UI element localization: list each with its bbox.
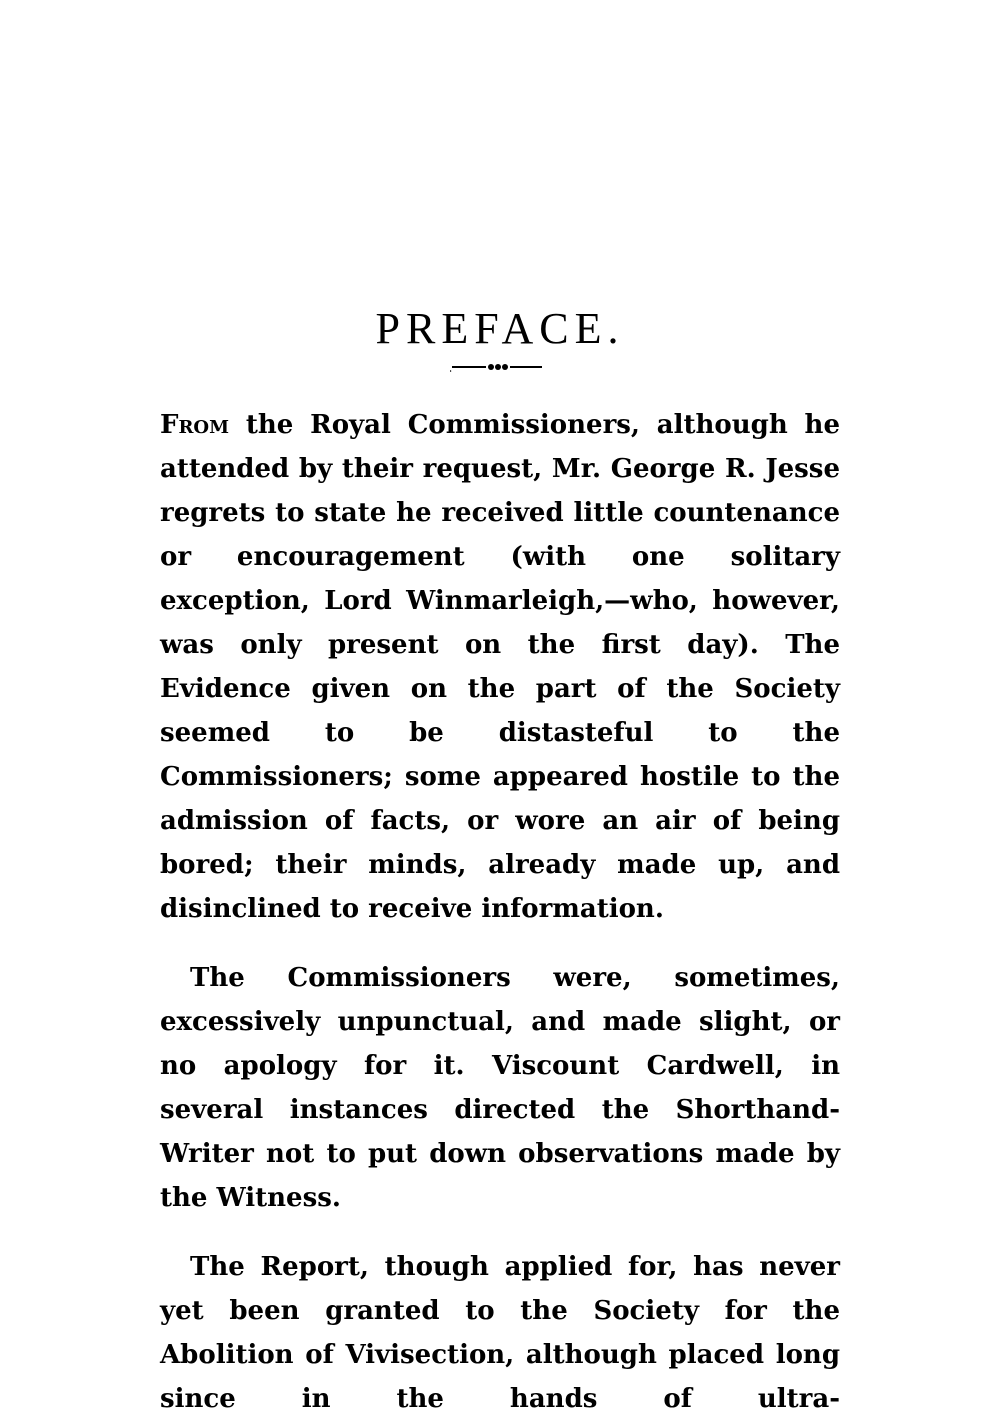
dash-dot-ornament-icon — [450, 358, 544, 374]
paragraph-1 — [160, 403, 840, 931]
paragraph-lead-word: From — [160, 410, 230, 440]
paragraph-2: The Commissioners were, sometimes, excessively unpunctual, and made slight, or no apology for it. Viscount Cardwell, in several instances directed the Shorthand-Writer not to put down observations made by the Witness. — [160, 963, 840, 1213]
preface-body — [160, 403, 840, 1421]
paragraph-3: The Report, though applied for, has never yet been granted to the Society for the Abolition of Vivisection, although placed long since in the hands of ultra- — [160, 1252, 840, 1414]
paragraph-1-text: the Royal Commissioners, although he attended by their request, Mr. George R. Jesse regrets to state he received little countenance or encouragement (with one solitary exception, Lord Winmarleigh,—who, however, was only present on the first day). The Evidence given on the part of the Society seemed to be distasteful to the Commissioners; some appeared hostile to the admission of facts, or wore an air of being bored; their minds, already made up, and disinclined to receive information. — [160, 410, 840, 924]
page-title: PREFACE. — [375, 304, 625, 354]
